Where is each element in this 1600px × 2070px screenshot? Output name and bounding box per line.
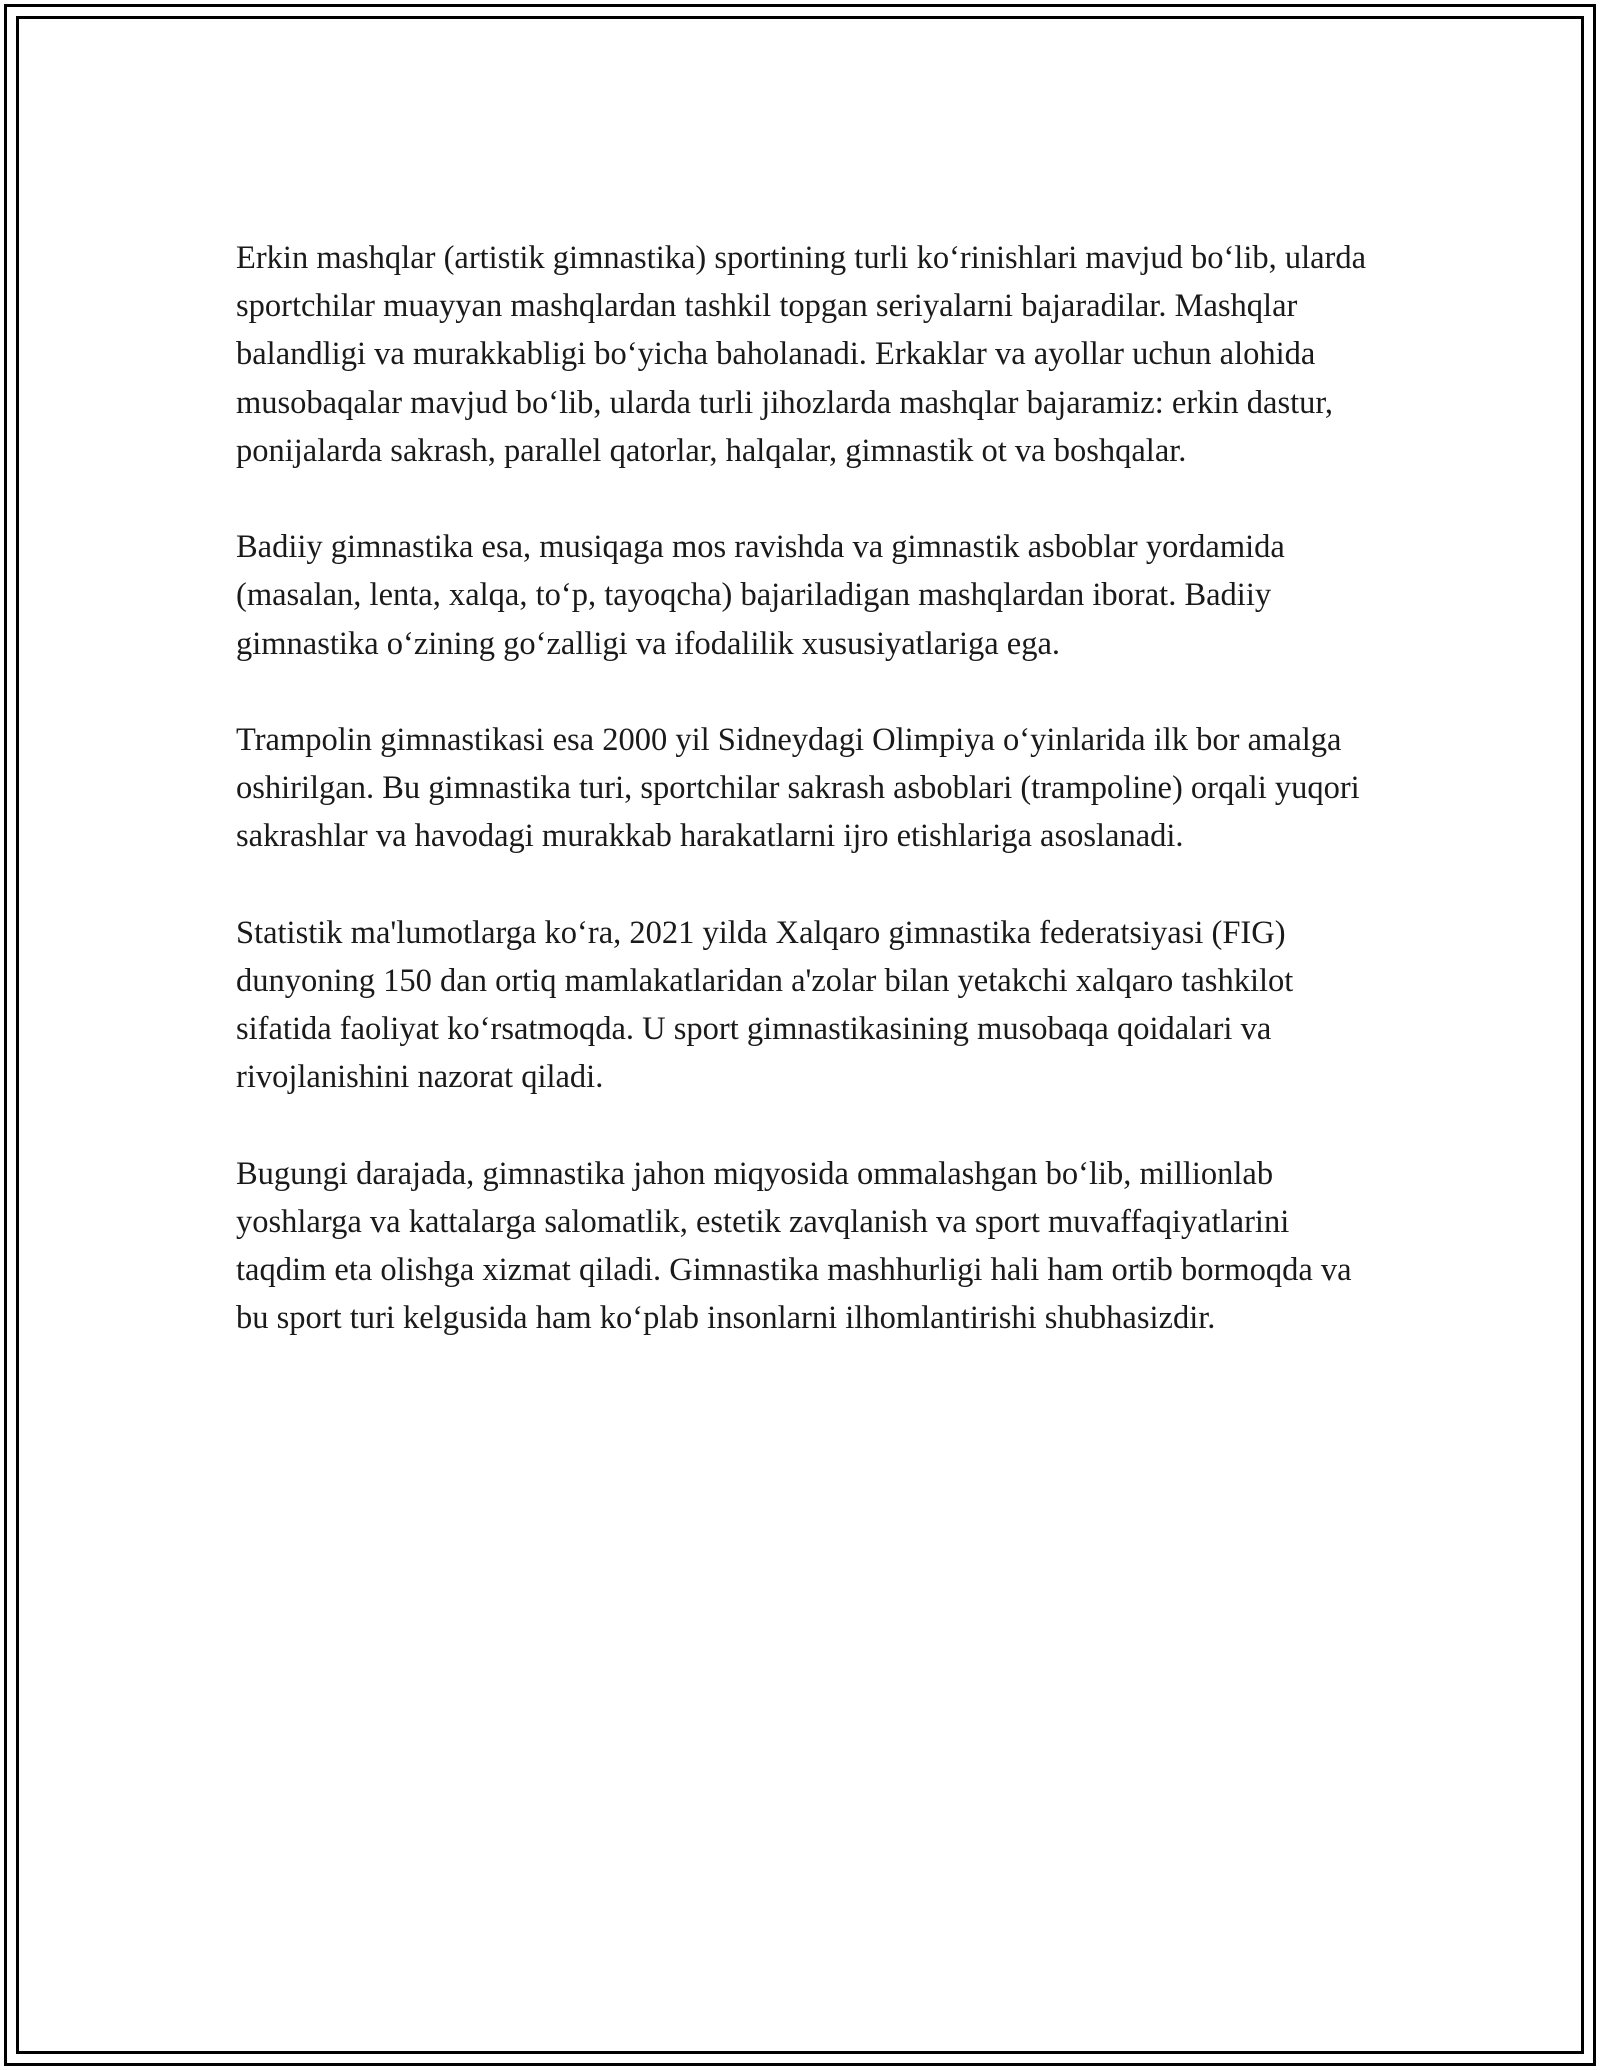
paragraph-conclusion: Bugungi darajada, gimnastika jahon miqyosida ommalashgan bo‘lib, millionlab yoshlarga va kattalarga salomatlik, estetik zavqlanish va sport muvaffaqiyatlarini taqdim eta olishga xizmat qiladi. Gimnastika mashhurligi hali ham ortib bormoqda va bu sport turi kelgusida ham ko‘plab insonlarni ilhomlantirishi shubhasizdir. xyxy=(236,1155,1352,1337)
paragraph-artistic-gymnastics: Erkin mashqlar (artistik gimnastika) sportining turli ko‘rinishlari mavjud bo‘lib, ularda sportchilar muayyan mashqlardan tashkil topgan seriyalarni bajaradilar. Mashqlar balandligi va murakkabligi bo‘yicha baholanadi. Erkaklar va ayollar uchun alohida musobaqalar mavjud bo‘lib, ularda turli jihozlarda mashqlar bajaramiz: erkin dastur, ponijalarda sakrash, parallel qatorlar, halqalar, gimnastik ot va boshqalar. xyxy=(236,240,1367,469)
document-body xyxy=(236,234,1376,1391)
paragraph-fig-statistics: Statistik ma'lumotlarga ko‘ra, 2021 yilda Xalqaro gimnastika federatsiyasi (FIG) dunyoning 150 dan ortiq mamlakatlaridan a'zolar bilan yetakchi xalqaro tashkilot sifatida faoliyat ko‘rsatmoqda. U sport gimnastikasining musobaqa qoidalari va rivojlanishini nazorat qiladi. xyxy=(236,914,1294,1096)
paragraph-rhythmic-gymnastics: Badiiy gimnastika esa, musiqaga mos ravishda va gimnastik asboblar yordamida (masalan, lenta, xalqa, to‘p, tayoqcha) bajariladigan mashqlardan iborat. Badiiy gimnastika o‘zining go‘zalligi va ifodalilik xususiyatlariga ega. xyxy=(236,529,1285,662)
paragraph-trampoline-gymnastics: Trampolin gimnastikasi esa 2000 yil Sidneydagi Olimpiya o‘yinlarida ilk bor amalga oshirilgan. Bu gimnastika turi, sportchilar sakrash asboblari (trampoline) orqali yuqori sakrashlar va havodagi murakkab harakatlarni ijro etishlariga asoslanadi. xyxy=(236,722,1360,855)
